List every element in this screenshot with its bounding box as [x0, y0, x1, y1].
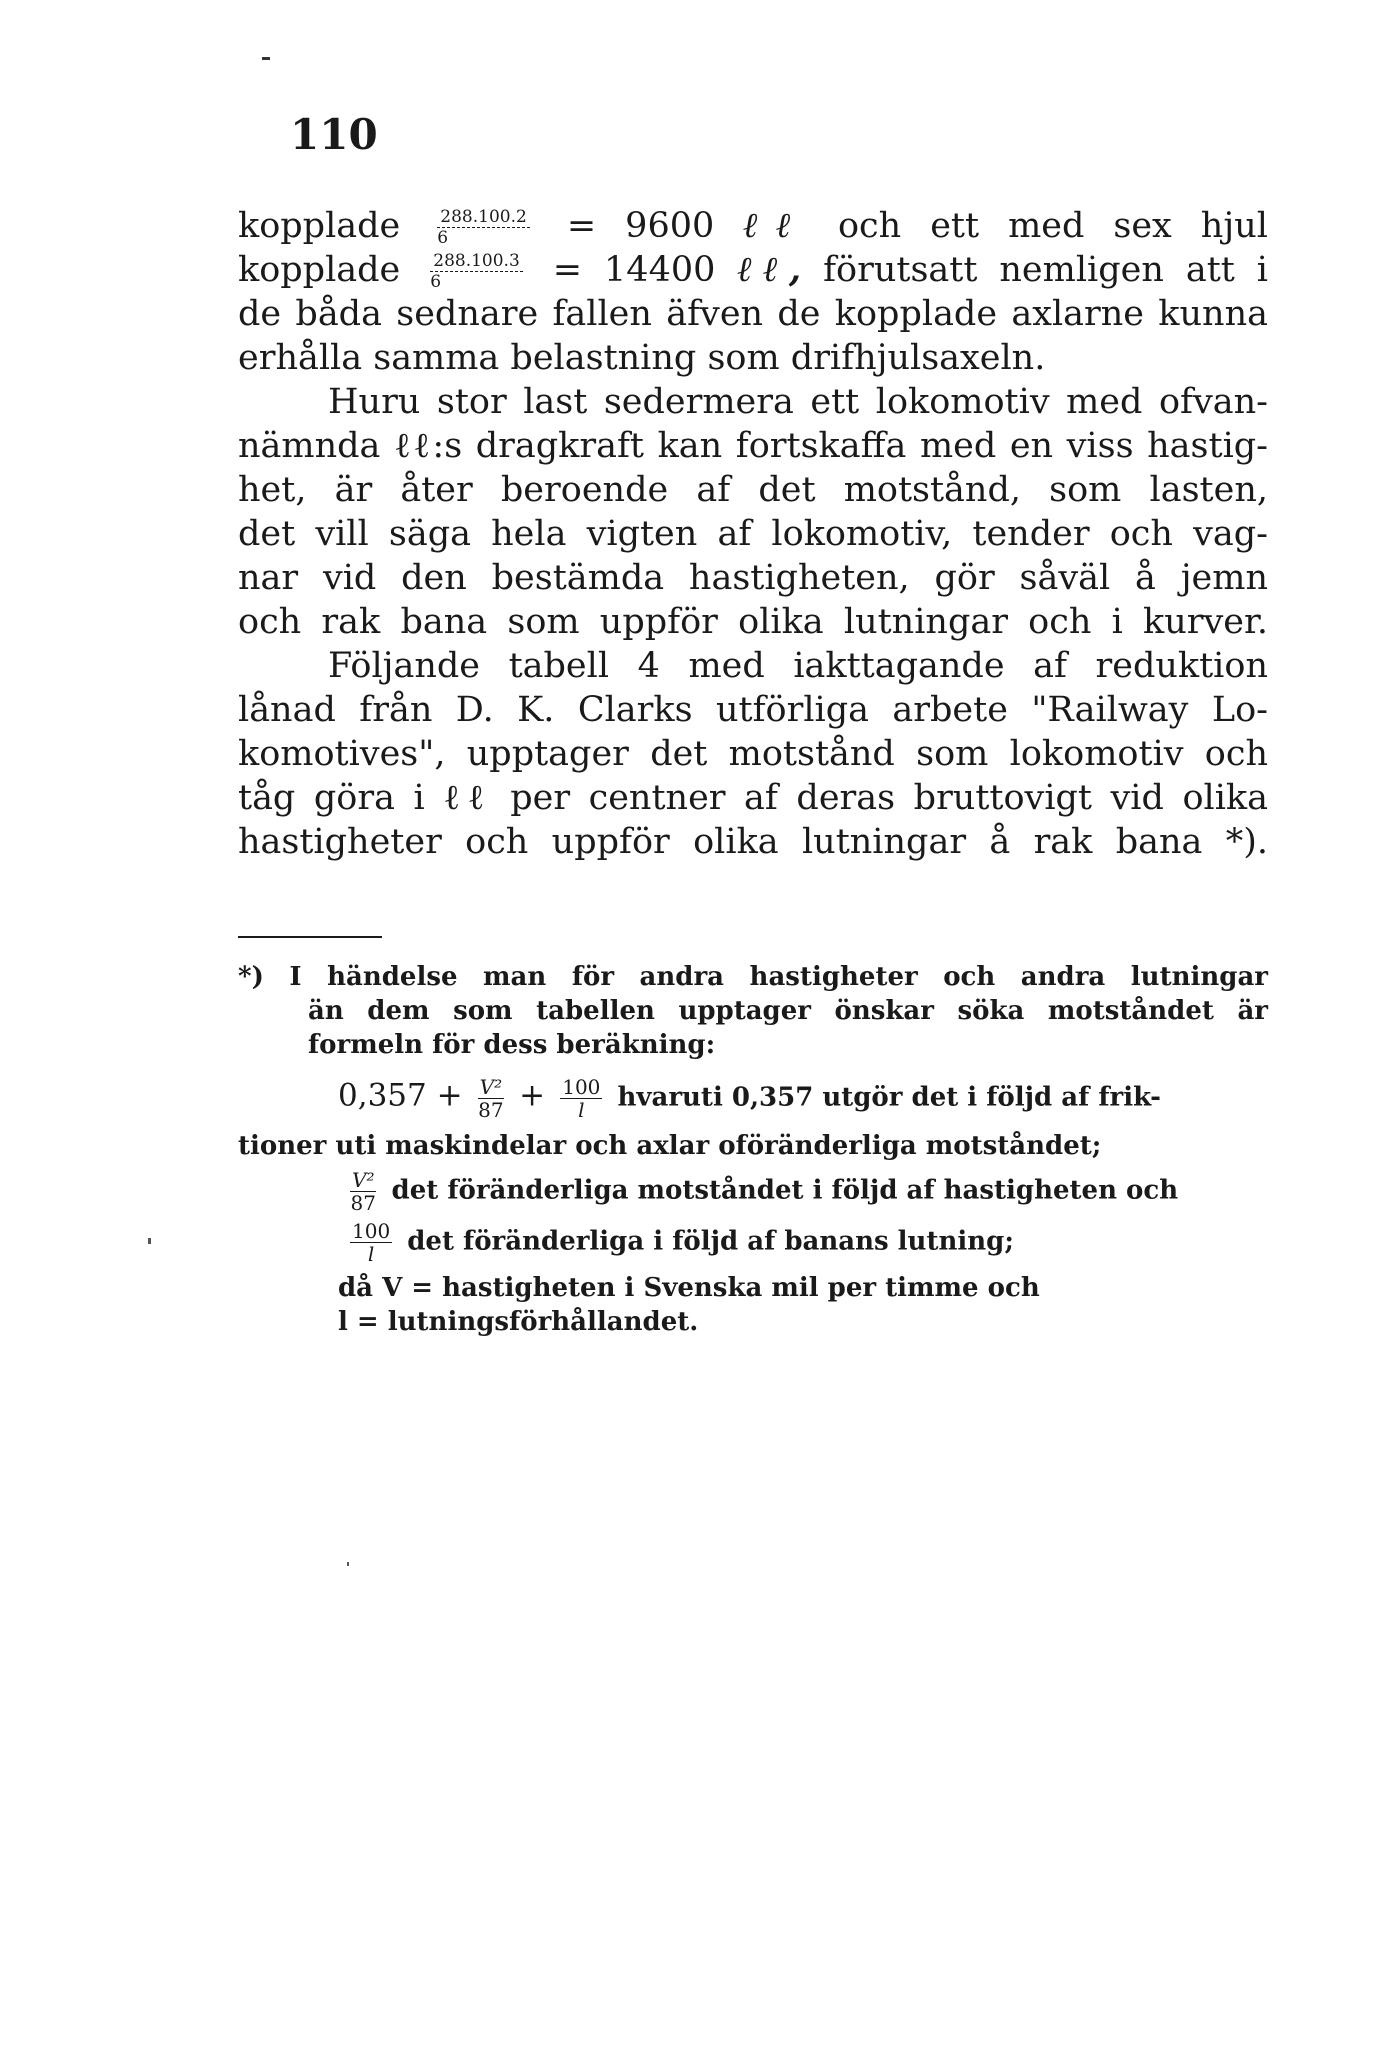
- footnote-line: l = lutningsförhållandet.: [338, 1307, 699, 1337]
- fraction-numerator: V²: [479, 1075, 503, 1099]
- equation-result: = 9600: [566, 206, 715, 246]
- fraction-denominator: 87: [350, 1191, 376, 1215]
- text-line: komotives", upptager det motstånd som lokomotiv och: [238, 734, 1268, 774]
- fraction: [560, 1076, 602, 1121]
- text-line: Huru stor last sedermera ett lokomotiv med ofvan-: [328, 382, 1268, 422]
- footnote-line: *) I händelse man för andra hastigheter och andra lutningar: [238, 962, 1268, 992]
- equation-result: = 14400: [552, 250, 716, 290]
- fraction-numerator: 288.100.2: [437, 207, 530, 228]
- footnote-term-line: [238, 1220, 1268, 1265]
- text-line: det vill säga hela vigten af lokomotiv, tender och vag-: [238, 514, 1268, 554]
- main-text: [238, 204, 1268, 864]
- text-line: erhålla samma belastning som drifhjulsaxeln.: [238, 338, 1046, 378]
- footnote-line: tioner uti maskindelar och axlar oföränderliga motståndet;: [238, 1131, 1102, 1161]
- unit-symbol: ℓℓ: [743, 205, 809, 246]
- fraction-denominator: l: [367, 1242, 375, 1266]
- stray-mark: [262, 57, 270, 60]
- footnote-line: än dem som tabellen upptager önskar söka motståndet är: [308, 996, 1268, 1026]
- fraction: [437, 207, 530, 248]
- footnote-formula-line: [238, 1076, 1268, 1121]
- formula-constant: 0,357 +: [338, 1077, 463, 1114]
- term-text: det föränderliga i följd af banans lutning;: [407, 1226, 1014, 1257]
- print-speck: [148, 1238, 151, 1244]
- fraction: [350, 1220, 392, 1265]
- line-tail: och ett med sex hjul: [837, 206, 1268, 246]
- page-number: 110: [290, 110, 378, 159]
- fraction: [478, 1076, 504, 1121]
- fraction: [430, 251, 523, 292]
- text-line: nämnda ℓℓ:s dragkraft kan fortskaffa med en viss hastig-: [238, 426, 1268, 466]
- fraction-numerator: 100: [352, 1219, 391, 1243]
- fraction-numerator: 288.100.3: [430, 251, 523, 272]
- footnote-term-line: [238, 1169, 1268, 1214]
- fraction-numerator: V²: [352, 1168, 375, 1192]
- text-line: de båda sednare fallen äfven de kopplade axlarne kunna: [238, 294, 1268, 334]
- line-word: kopplade: [238, 250, 401, 290]
- fraction-denominator: l: [578, 1098, 585, 1122]
- fraction-denominator: 6: [437, 228, 449, 248]
- line-tail: förutsatt nemligen att i: [823, 250, 1268, 290]
- formula-plus: +: [519, 1077, 546, 1114]
- text-line: hastigheter och uppför olika lutningar å rak bana *).: [238, 822, 1268, 862]
- text-line: lånad från D. K. Clarks utförliga arbete "Railway Lo-: [238, 690, 1268, 730]
- text-line: tåg göra i ℓℓ per centner af deras bruttovigt vid olika: [238, 778, 1268, 818]
- footnote-divider: [238, 936, 382, 938]
- fraction-denominator: 87: [478, 1098, 504, 1122]
- text-line: [238, 248, 1268, 292]
- fraction-numerator: 100: [562, 1075, 601, 1099]
- line-word: kopplade: [238, 206, 401, 246]
- fraction-denominator: 6: [430, 272, 442, 292]
- text-line: Följande tabell 4 med iakttagande af reduktion: [328, 646, 1268, 686]
- formula-tail: hvaruti 0,357 utgör det i följd af frik-: [617, 1082, 1161, 1113]
- text-line: het, är åter beroende af det motstånd, som lasten,: [238, 470, 1268, 510]
- footnote: [238, 960, 1268, 1339]
- footnote-line: då V = hastigheten i Svenska mil per timme och: [338, 1273, 1040, 1303]
- text-line: nar vid den bestämda hastigheten, gör såväl å jemn: [238, 558, 1268, 598]
- fraction: [350, 1169, 376, 1214]
- text-line: [238, 204, 1268, 248]
- text-line: och rak bana som uppför olika lutningar och i kurver.: [238, 602, 1268, 642]
- unit-symbol: ℓℓ,: [737, 249, 802, 290]
- print-speck: [347, 1562, 349, 1566]
- term-text: det föränderliga motståndet i följd af hastigheten och: [391, 1175, 1179, 1206]
- footnote-line: formeln för dess beräkning:: [308, 1030, 716, 1060]
